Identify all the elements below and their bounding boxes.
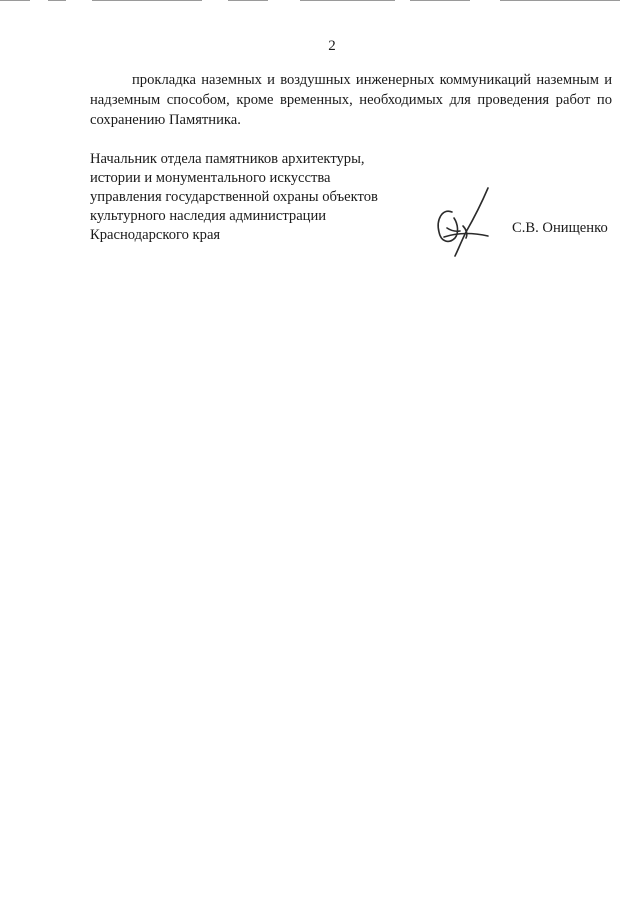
signatory-title-line: Краснодарского края — [90, 227, 221, 243]
scan-top-edge — [0, 0, 640, 3]
signatory-title-line: истории и монументального искусства — [90, 170, 331, 186]
signatory-title-line: культурного наследия администрации — [90, 208, 327, 224]
signatory-title-line: управления государственной охраны объектов — [90, 189, 378, 205]
body-paragraph: прокладка наземных и воздушных инженерных коммуникаций наземным и надземным способом, кроме временных, необходимых для проведения работ по сохранению Памятника. — [90, 72, 612, 128]
signatory-title-line: Начальник отдела памятников архитектуры, — [90, 151, 365, 167]
signer-name: С.В. Онищенко — [512, 220, 608, 236]
handwritten-signature — [430, 182, 500, 262]
signatory-title — [90, 150, 420, 245]
page-number: 2 — [328, 38, 336, 54]
